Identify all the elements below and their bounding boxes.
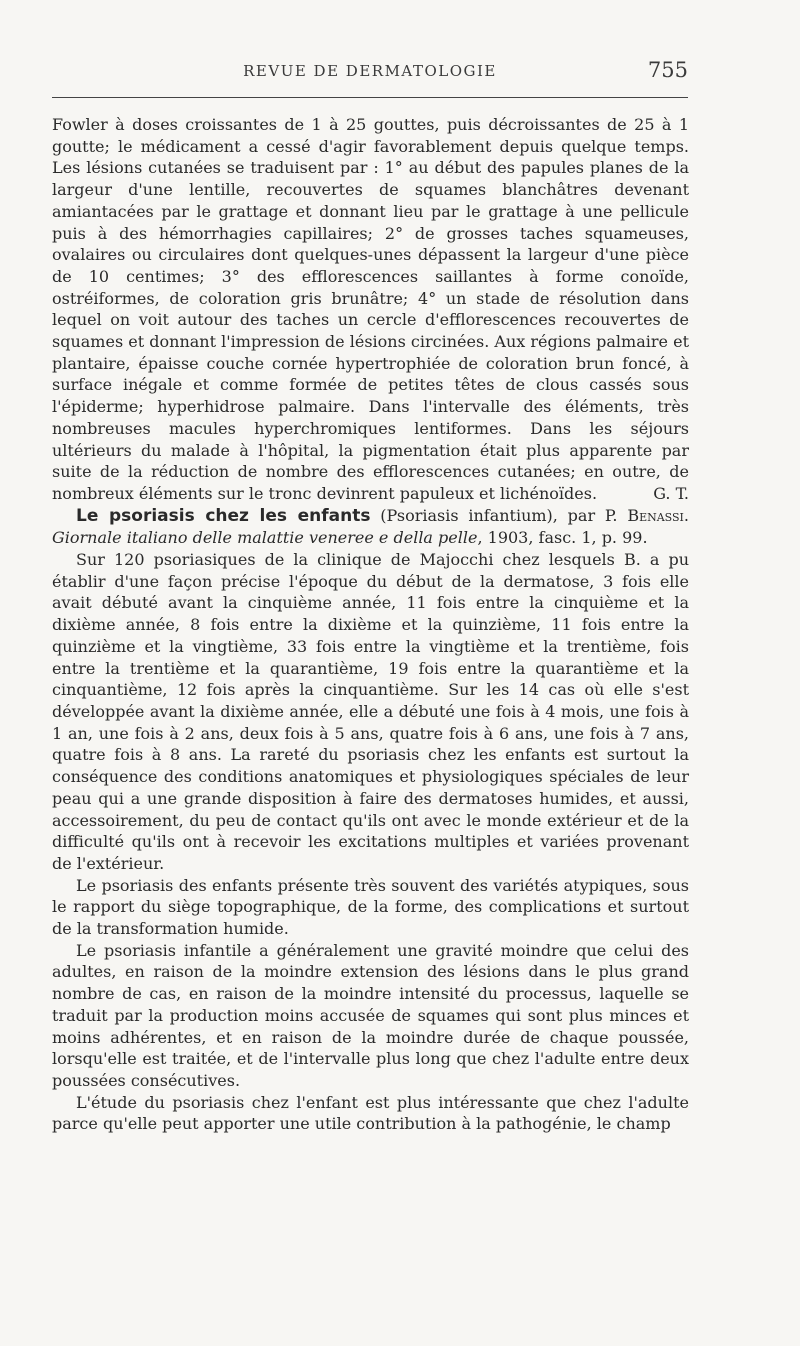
- body-text: [52, 114, 689, 1135]
- article-author: Benassi: [627, 505, 684, 525]
- article-title: Le psoriasis chez les enfants: [76, 505, 371, 526]
- paragraph: Sur 120 psoriasiques de la clinique de Majocchi chez lesquels B. a pu établir d'une façon précise l'époque du début de la dermatose, 3 fois elle avait débuté avant la cinquième année, 11 fois entre la cinquième et la dixième année, 8 fois entre la dixième et la quinzième, 11 fois entre la quinzième et la vingtième, 33 fois entre la vingtième et la trentième, fois entre la trentième et la quarantième, 19 fois entre la quarantième et la cinquantième, 12 fois après la cinquantième. Sur les 14 cas où elle s'est développée avant la dixième année, elle a débuté une fois à 4 mois, une fois à 1 an, une fois à 2 ans, deux fois à 5 ans, quatre fois à 6 ans, une fois à 7 ans, quatre fois à 8 ans. La rareté du psoriasis chez les enfants est surtout la conséquence des conditions anatomiques et physiologiques spéciales de leur peau qui a une grande disposition à faire des dermatoses humides, et aussi, accessoirement, du peu de contact qu'ils ont avec le monde extérieur et de la difficulté qu'ils ont à recevoir les excitations multiples et variées provenant de l'extérieur.: [52, 550, 689, 873]
- paragraph-fowler: [52, 114, 689, 505]
- header-rule: [52, 97, 688, 98]
- paragraph: Le psoriasis des enfants présente très souvent des variétés atypiques, sous le rapport du siège topographique, de la forme, des complications et surtout de la transformation humide.: [52, 875, 689, 939]
- article-source-part2: .: [683, 505, 689, 525]
- article-heading: [52, 505, 689, 549]
- paragraph: Le psoriasis infantile a généralement une gravité moindre que celui des adultes, en raison de la moindre extension des lésions dans le plus grand nombre de cas, en raison de la moindre intensité du processus, laquelle se traduit par la production moins accusée de squames qui sont plus minces et moins adhérentes, et en raison de la moindre durée de chaque poussée, lorsqu'elle est traitée, et de l'intervalle plus long que chez l'adulte entre deux poussées consécutives.: [52, 940, 689, 1090]
- reviewer-signature: G. T.: [653, 483, 689, 503]
- running-title: REVUE DE DERMATOLOGIE: [243, 62, 497, 80]
- article-citation: , 1903, fasc. 1, p. 99.: [477, 528, 648, 548]
- article-journal: Giornale italiano delle malattie veneree e della pelle: [52, 528, 478, 548]
- page-number: 755: [647, 58, 688, 82]
- paragraph: L'étude du psoriasis chez l'enfant est plus intéressante que chez l'adulte parce qu'elle peut apporter une utile contribution à la pathogénie, le champ: [52, 1092, 689, 1134]
- article-source-part1: (Psoriasis infantium), par P.: [370, 505, 628, 525]
- paragraph-text: Fowler à doses croissantes de 1 à 25 gouttes, puis décroissantes de 25 à 1 goutte; le médicament a cessé d'agir favorablement depuis quelque temps. Les lésions cutanées se traduisent par : 1° au début des papules planes de la largeur d'une lentille, recouvertes de squames blanchâtres devenant amiantacées par le grattage et donnant lieu par le grattage à une pellicule puis à des hémorrhagies capillaires; 2° de grosses taches squameuses, ovalaires ou circulaires dont quelques-unes dépassent la largeur d'une pièce de 10 centimes; 3° des efflorescences saillantes à forme conoïde, ostréiformes, de coloration gris brunâtre; 4° un stade de résolution dans lequel on voit autour des taches un cercle d'efflorescences recouvertes de squames et donnant l'impression de lésions circinées. Aux régions palmaire et plantaire, épaisse couche cornée hypertrophiée de coloration brun foncé, à surface inégale et comme formée de petites têtes de clous cassés sous l'épiderme; hyperhidrose palmaire. Dans l'intervalle des éléments, très nombreuses macules hyperchromiques lentiformes. Dans les séjours ultérieurs du malade à l'hôpital, la pigmentation était plus apparente par suite de la réduction de nombre des efflorescences cutanées; en outre, de nombreux éléments sur le tronc devinrent papuleux et lichénoïdes.: [52, 115, 689, 503]
- page-header: [52, 58, 688, 86]
